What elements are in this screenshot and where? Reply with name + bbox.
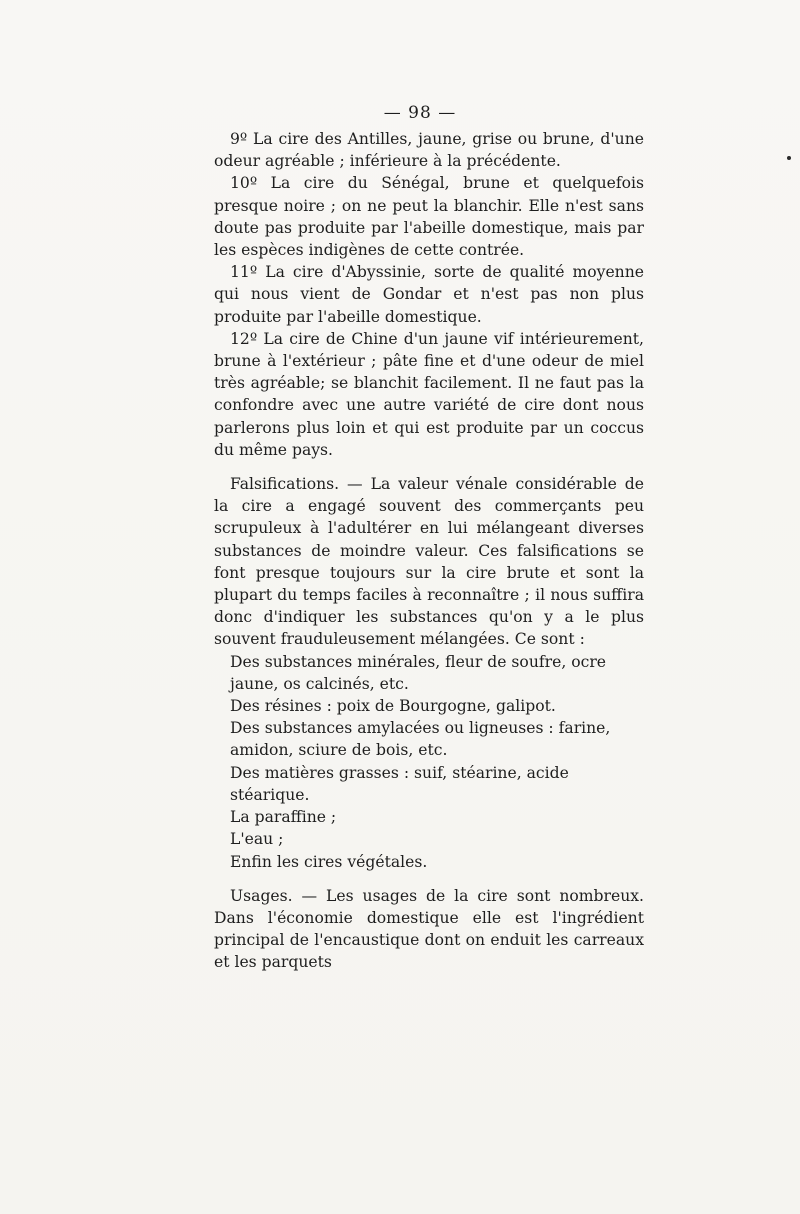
- paragraph-chine: 12º La cire de Chine d'un jaune vif intérieurement, brune à l'extérieur ; pâte fine et d'une odeur de miel très agréable; se blanchit facilement. Il ne faut pas la confondre avec une autre variété de cire dont nous parlerons plus loin et qui est produite par un coccus du même pays.: [214, 329, 644, 459]
- list-item-cires-vegetales: Enfin les cires végétales.: [230, 852, 428, 871]
- list-item-minerales: Des substances minérales, fleur de soufre, ocre jaune, os calcinés, etc.: [230, 652, 607, 693]
- list-item-resines: Des résines : poix de Bourgogne, galipot.: [230, 697, 556, 716]
- paragraph-antilles: 9º La cire des Antilles, jaune, grise ou brune, d'une odeur agréable ; inférieure à la précédente.: [214, 130, 644, 171]
- list-item-eau: L'eau ;: [230, 830, 284, 849]
- paragraph-falsifications: Falsifications. — La valeur vénale considérable de la cire a engagé souvent des commerçants peu scrupuleux à l'adultérer en lui mélangeant diverses substances de moindre valeur. Ces falsifications se font presque toujours sur la cire brute et sont la plupart du temps faciles à reconnaître ; il nous suffira donc d'indiquer les substances qu'on y a le plus souvent frauduleusement mélangées. Ce sont :: [214, 475, 644, 649]
- paragraph-senegal: 10º La cire du Sénégal, brune et quelquefois presque noire ; on ne peut la blanchir. Elle n'est sans doute pas produite par l'abeille domestique, mais par les espèces indigènes de cette contrée.: [214, 174, 644, 260]
- list-item-paraffine: La paraffine ;: [230, 808, 337, 827]
- ink-speck: [787, 156, 791, 160]
- page-number: — 98 —: [383, 103, 457, 123]
- list-item-amylacees: Des substances amylacées ou ligneuses : farine, amidon, sciure de bois, etc.: [230, 719, 611, 760]
- paragraph-usages: Usages. — Les usages de la cire sont nombreux. Dans l'économie domestique elle est l'ingrédient principal de l'encaustique dont on enduit les carreaux et les parquets: [214, 886, 644, 972]
- list-item-grasses: Des matières grasses : suif, stéarine, acide stéarique.: [230, 763, 569, 804]
- paragraph-abyssinie: 11º La cire d'Abyssinie, sorte de qualité moyenne qui nous vient de Gondar et n'est pas non plus produite par l'abeille domestique.: [214, 263, 644, 326]
- body-text: [214, 128, 644, 974]
